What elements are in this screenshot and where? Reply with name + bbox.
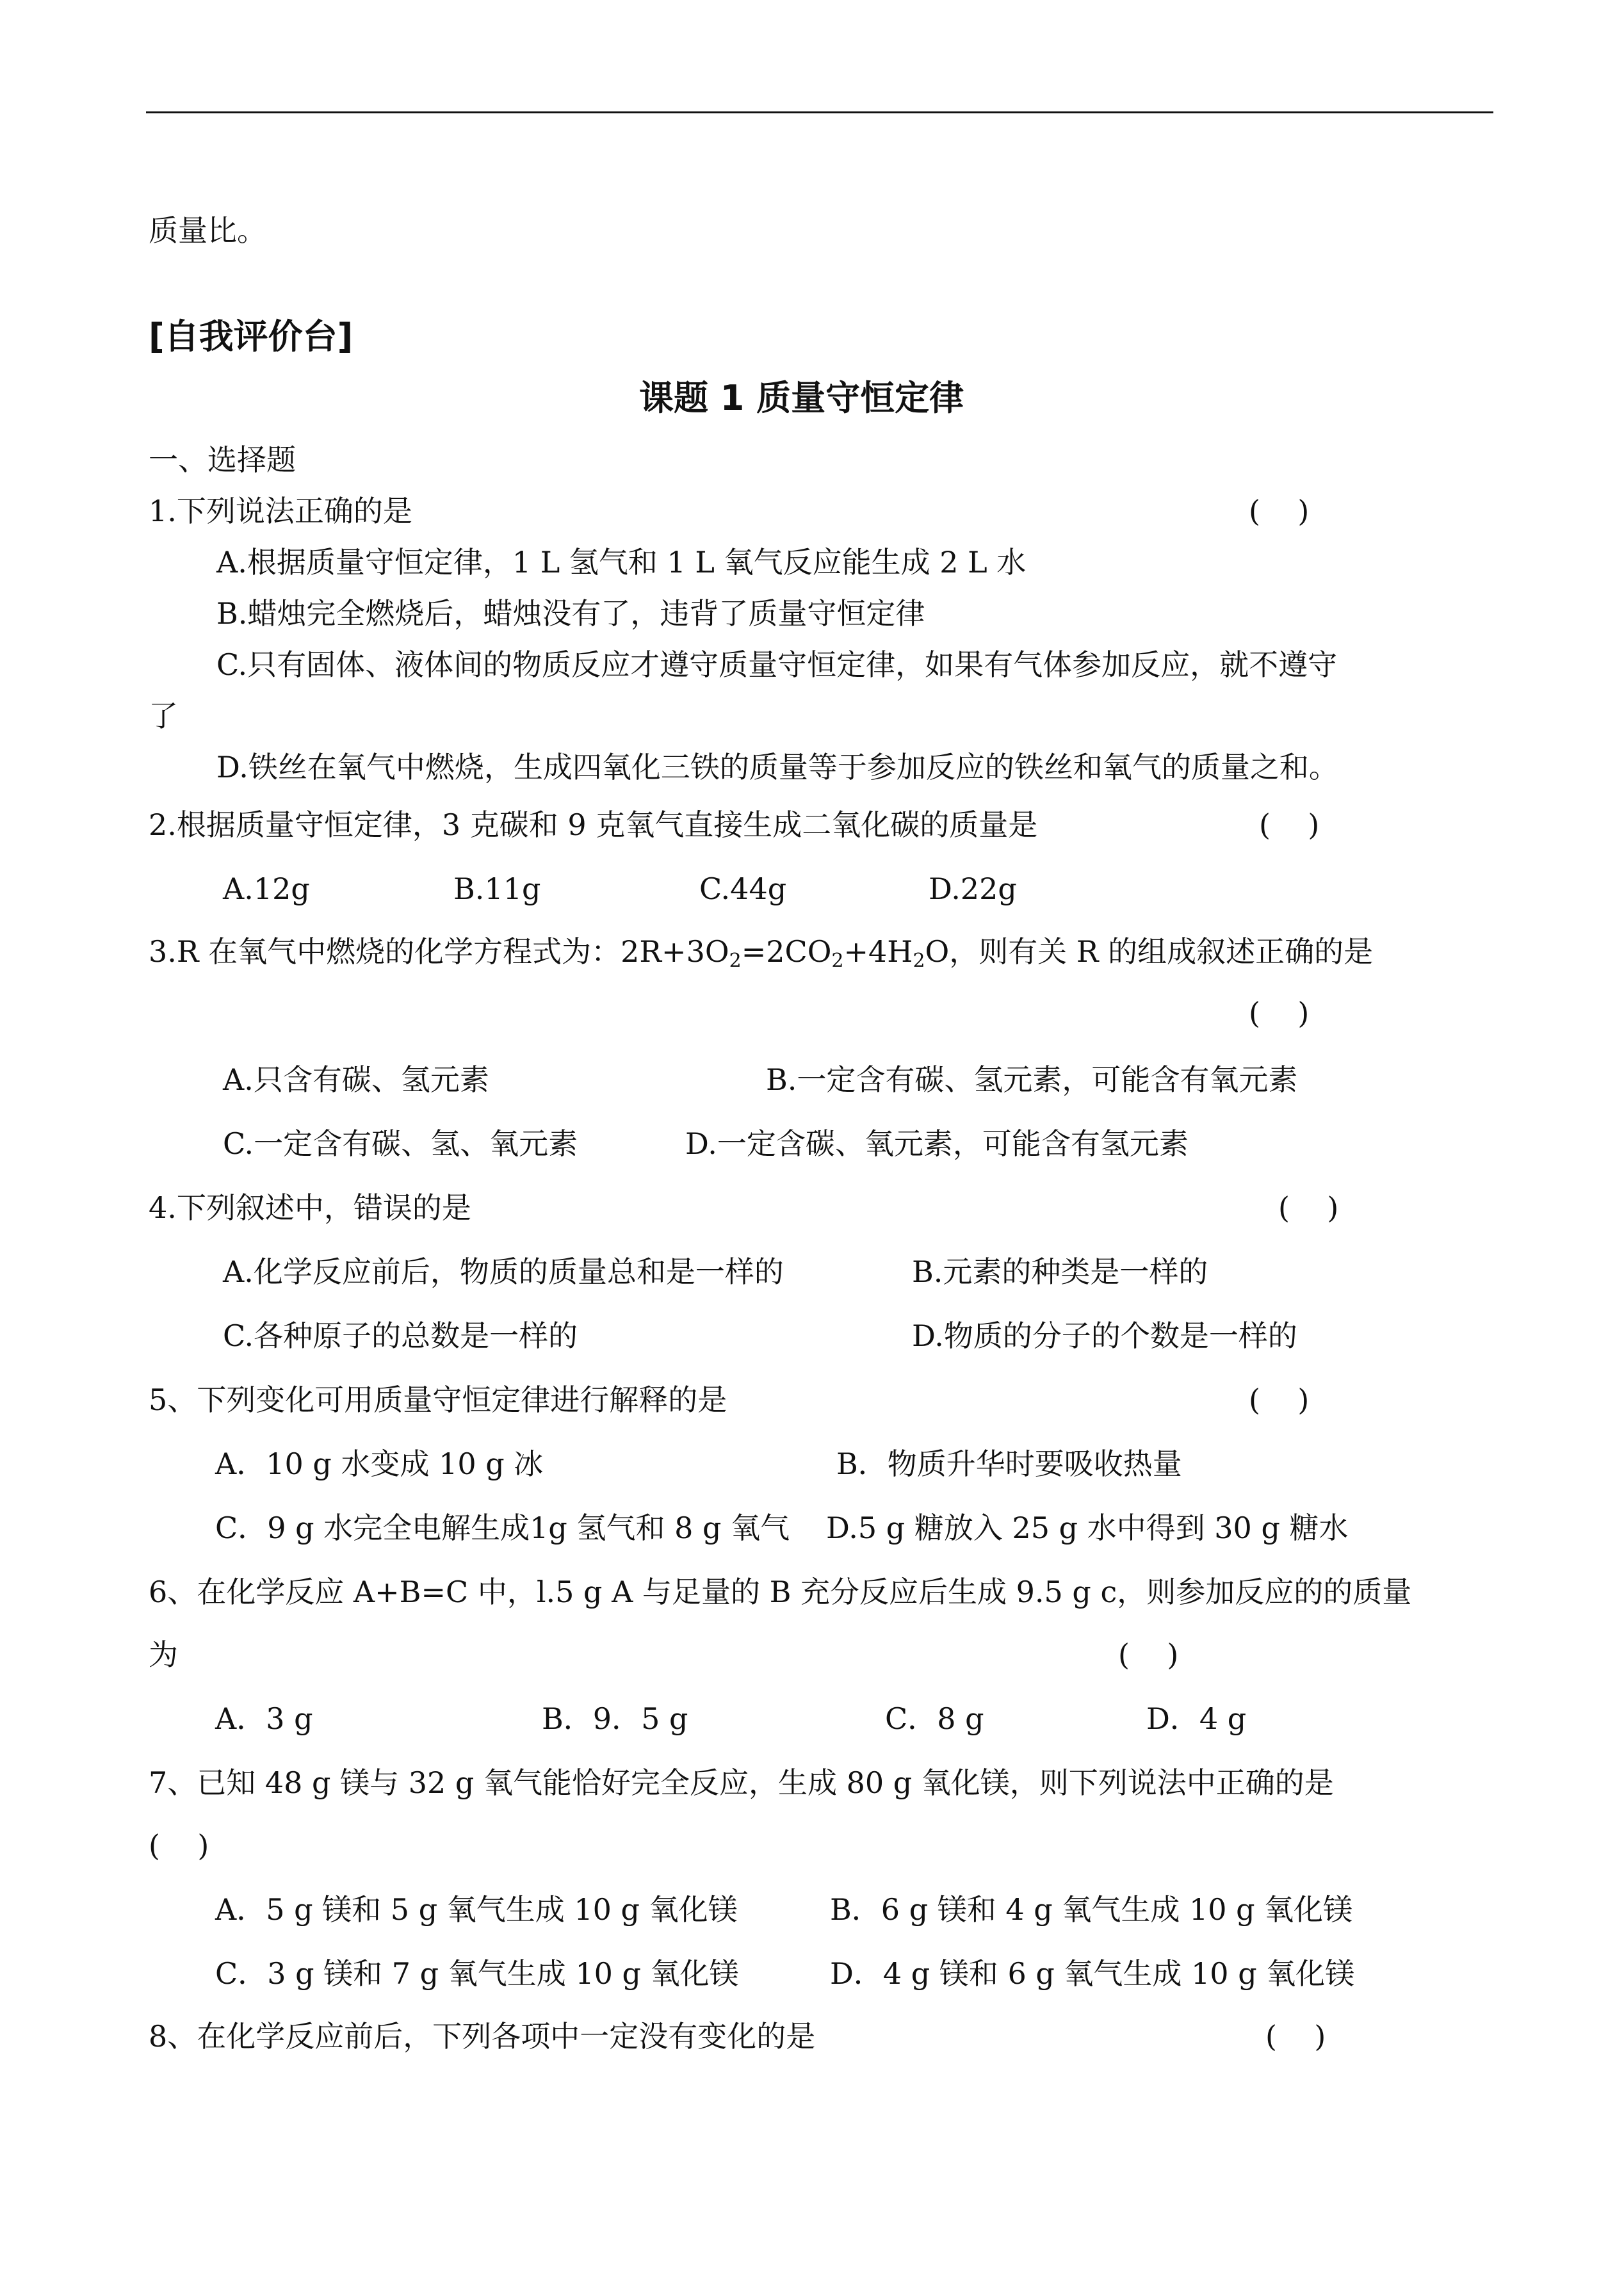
q5-stem: 5、下列变化可用质量守恒定律进行解释的是 <box>149 1383 727 1417</box>
top-text: 质量比。 <box>149 213 266 248</box>
section-title: [自我评价台] <box>149 316 353 357</box>
q7-option-b[interactable]: B．6 g 镁和 4 g 氧气生成 10 g 氧化镁 <box>830 1892 1353 1927</box>
q6-stem: 6、在化学反应 A+B=C 中，l.5 g A 与足量的 B 充分反应后生成 9.5 g c，则参加反应的的质量 <box>149 1575 1412 1609</box>
q3-option-c[interactable]: C.一定含有碳、氢、氧元素 <box>223 1126 578 1161</box>
q2-option-c[interactable]: C.44g <box>699 872 787 906</box>
q6-stem-continued: 为 <box>149 1637 178 1672</box>
q1-option-a[interactable]: A.根据质量守恒定律，1 L 氢气和 1 L 氧气反应能生成 2 L 水 <box>216 545 1027 580</box>
q1-answer-blank[interactable]: ( ) <box>1249 494 1310 528</box>
q6-option-a[interactable]: A．3 g <box>215 1701 313 1736</box>
q7-option-a[interactable]: A．5 g 镁和 5 g 氧气生成 10 g 氧化镁 <box>215 1892 738 1927</box>
q3-stem-prefix: 3.R 在氧气中燃烧的化学方程式为： <box>149 934 621 969</box>
q1-option-b[interactable]: B.蜡烛完全燃烧后，蜡烛没有了，违背了质量守恒定律 <box>216 596 925 631</box>
q3-equation-part: 2R+3O <box>621 934 729 969</box>
q3-subscript: 2 <box>729 950 742 972</box>
q7-stem: 7、已知 48 g 镁与 32 g 氧气能恰好完全反应，生成 80 g 氧化镁，则下列说法中正确的是 <box>149 1765 1334 1800</box>
q5-option-d[interactable]: D.5 g 糖放入 25 g 水中得到 30 g 糖水 <box>826 1511 1349 1545</box>
q3-subscript: 2 <box>831 950 844 972</box>
q5-option-b[interactable]: B．物质升华时要吸收热量 <box>836 1447 1182 1481</box>
q3-option-a[interactable]: A.只含有碳、氢元素 <box>223 1062 489 1097</box>
q3-answer-blank[interactable]: ( ) <box>1249 996 1310 1030</box>
q4-answer-blank[interactable]: ( ) <box>1278 1190 1339 1225</box>
q1-option-c[interactable]: C.只有固体、液体间的物质反应才遵守质量守恒定律，如果有气体参加反应，就不遵守 <box>216 647 1338 682</box>
q3-option-b[interactable]: B.一定含有碳、氢元素，可能含有氧元素 <box>766 1062 1298 1097</box>
q3-equation-part: O，则有关 R 的组成叙述正确的是 <box>925 934 1374 969</box>
q2-stem: 2.根据质量守恒定律，3 克碳和 9 克氧气直接生成二氧化碳的质量是 <box>149 807 1038 842</box>
q2-option-d[interactable]: D.22g <box>929 872 1017 906</box>
q7-answer-blank[interactable]: ( ) <box>149 1828 209 1863</box>
q4-option-c[interactable]: C.各种原子的总数是一样的 <box>223 1318 578 1353</box>
q3-subscript: 2 <box>913 950 925 972</box>
q1-option-d[interactable]: D.铁丝在氧气中燃烧，生成四氧化三铁的质量等于参加反应的铁丝和氧气的质量之和。 <box>216 750 1338 784</box>
q3-equation-part: =2CO <box>741 934 832 969</box>
q5-answer-blank[interactable]: ( ) <box>1249 1383 1310 1417</box>
q1-stem: 1.下列说法正确的是 <box>149 494 412 528</box>
lesson-title: 课题 1 质量守恒定律 <box>639 378 964 418</box>
q4-option-a[interactable]: A.化学反应前后，物质的质量总和是一样的 <box>223 1254 784 1289</box>
q2-answer-blank[interactable]: ( ) <box>1259 807 1320 842</box>
q2-option-a[interactable]: A.12g <box>223 872 310 906</box>
header-rule <box>146 111 1493 113</box>
part-one-heading: 一、选择题 <box>149 442 296 477</box>
q8-stem: 8、在化学反应前后，下列各项中一定没有变化的是 <box>149 2019 816 2054</box>
q3-equation-part: +4H <box>843 934 913 969</box>
q3-option-d[interactable]: D.一定含碳、氧元素，可能含有氢元素 <box>685 1126 1189 1161</box>
q5-option-a[interactable]: A．10 g 水变成 10 g 冰 <box>215 1447 544 1481</box>
q8-answer-blank[interactable]: ( ) <box>1265 2019 1326 2054</box>
q6-answer-blank[interactable]: ( ) <box>1118 1637 1179 1672</box>
q4-option-b[interactable]: B.元素的种类是一样的 <box>912 1254 1208 1289</box>
q2-option-b[interactable]: B.11g <box>453 872 541 906</box>
q3-stem <box>149 932 1373 980</box>
q1-option-c-continued: 了 <box>149 699 178 733</box>
q6-option-d[interactable]: D．4 g <box>1146 1701 1247 1736</box>
q4-option-d[interactable]: D.物质的分子的个数是一样的 <box>912 1318 1297 1353</box>
q4-stem: 4.下列叙述中，错误的是 <box>149 1190 471 1225</box>
q6-option-c[interactable]: C．8 g <box>885 1701 984 1736</box>
q7-option-c[interactable]: C．3 g 镁和 7 g 氧气生成 10 g 氧化镁 <box>215 1956 739 1991</box>
q5-option-c[interactable]: C．9 g 水完全电解生成1g 氢气和 8 g 氧气 <box>215 1511 790 1545</box>
q7-option-d[interactable]: D．4 g 镁和 6 g 氧气生成 10 g 氧化镁 <box>830 1956 1355 1991</box>
q6-option-b[interactable]: B．9．5 g <box>542 1701 688 1736</box>
